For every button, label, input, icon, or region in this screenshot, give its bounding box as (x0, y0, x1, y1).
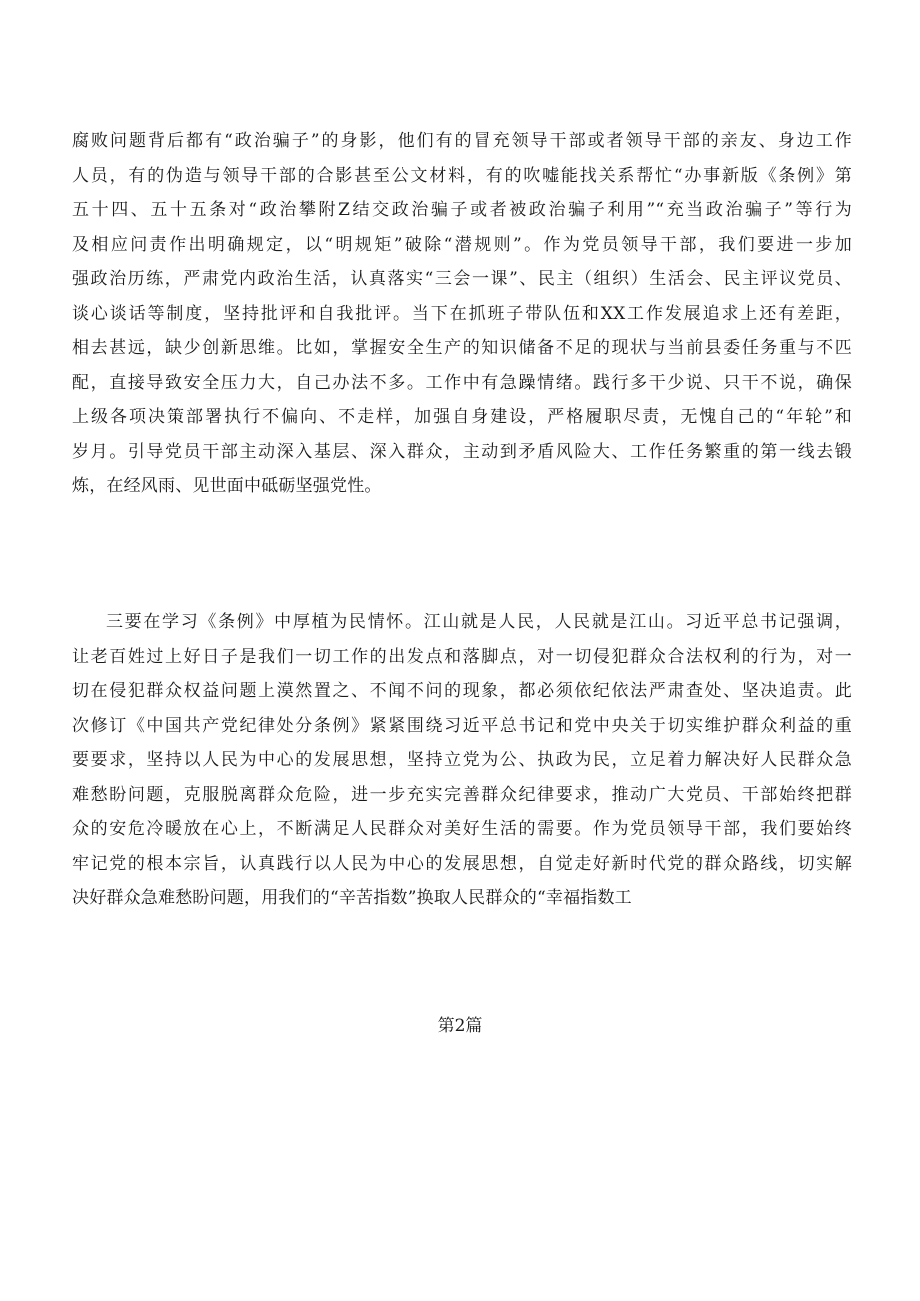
paragraph-line: 腐败问题背后都有“政治骗子”的身影，他们有的冒充领导干部或者领导干部的亲友、身边工作 (72, 131, 852, 151)
paragraph-line: 五十四、五十五条对“政治攀附Z结交政治骗子或者被政治骗子利用”“充当政治骗子”等行为 (72, 200, 852, 220)
paragraph-line: 决好群众急难愁盼问题，用我们的“辛苦指数”换取人民群众的“幸福指数工 (72, 888, 632, 908)
paragraph-2 (72, 605, 852, 916)
paragraph-line: 炼，在经风雨、见世面中砥砺坚强党性。 (72, 476, 382, 496)
paragraph-line: 众的安危冷暖放在心上，不断满足人民群众对美好生活的需要。作为党员领导干部，我们要始终 (72, 819, 852, 839)
paragraph-line: 让老百姓过上好日子是我们一切工作的出发点和落脚点，对一切侵犯群众合法权利的行为，对一 (72, 646, 852, 667)
paragraph-line: 及相应问责作出明确规定，以“明规矩”破除“潜规则”。作为党员领导干部，我们要进一步加 (72, 234, 852, 255)
paragraph-line: 人员，有的伪造与领导干部的合影甚至公文材料，有的吹嘘能找关系帮忙“办事新版《条例》第 (72, 165, 852, 186)
paragraph-line: 配，直接导致安全压力大，自己办法不多。工作中有急躁情绪。践行多干少说、只干不说，确保 (72, 372, 852, 393)
paragraph-line: 上级各项决策部署执行不偏向、不走样，加强自身建设，严格履职尽责，无愧自己的“年轮”和 (72, 407, 852, 427)
paragraph-line: 相去甚远，缺少创新思维。比如，掌握安全生产的知识储备不足的现状与当前县委任务重与不匹 (72, 338, 852, 358)
paragraph-line: 强政治历练，严肃党内政治生活，认真落实“三会一课”、民主（组织）生活会、民主评议党员、 (72, 269, 852, 289)
paragraph-line: 要要求，坚持以人民为中心的发展思想，坚持立党为公、执政为民，立足着力解决好人民群众急 (72, 750, 852, 770)
paragraph-line: 切在侵犯群众权益问题上漠然置之、不闻不问的现象，都必须依纪依法严肃查处、坚决追责。此 (72, 681, 852, 701)
paragraph-line: 三要在学习《条例》中厚植为民情怀。江山就是人民，人民就是江山。习近平总书记强调， (106, 612, 852, 632)
paragraph-line: 难愁盼问题，克服脱离群众危险，进一步充实完善群众纪律要求，推动广大党员、干部始终把群 (72, 784, 852, 805)
paragraph-line: 次修订《中国共产党纪律处分条例》紧紧围绕习近平总书记和党中央关于切实维护群众利益的重 (72, 715, 852, 736)
paragraph-1 (72, 124, 852, 504)
paragraph-line: 岁月。引导党员干部主动深入基层、深入群众，主动到矛盾风险大、工作任务繁重的第一线去锻 (72, 441, 852, 462)
paragraph-line: 牢记党的根本宗旨，认真践行以人民为中心的发展思想，自觉走好新时代党的群众路线，切实解 (72, 853, 852, 874)
paragraph-line: 谈心谈话等制度，坚持批评和自我批评。当下在抓班子带队伍和XX工作发展追求上还有差距， (72, 303, 852, 324)
chapter-heading: 第2篇 (437, 1016, 483, 1036)
